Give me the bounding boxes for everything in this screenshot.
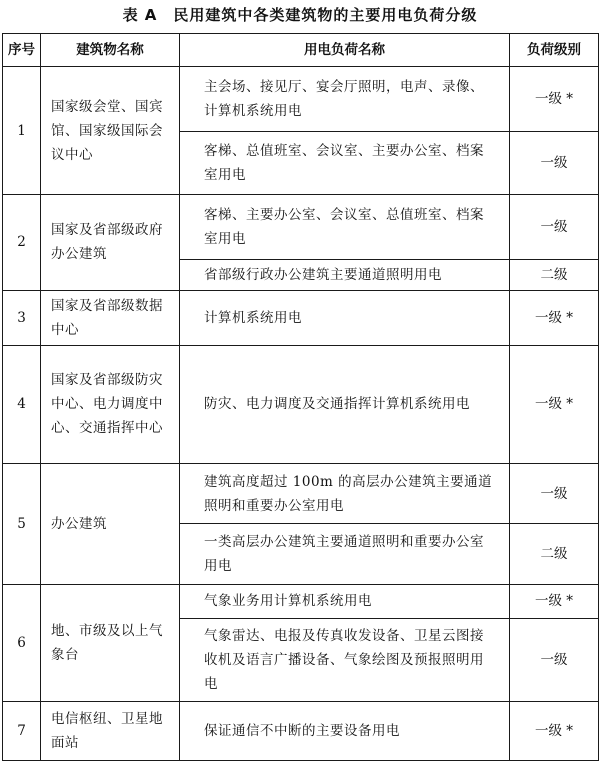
table-row <box>3 290 599 345</box>
building-name: 国家及省部级政府办公建筑 <box>41 195 180 290</box>
load-name: 客梯、主要办公室、会议室、总值班室、档案室用电 <box>180 195 510 259</box>
table-row <box>3 67 599 132</box>
header-building: 建筑物名称 <box>41 34 180 67</box>
header-row <box>3 34 599 67</box>
load-level: 一级 * <box>510 701 599 760</box>
building-name: 电信枢纽、卫星地面站 <box>41 701 180 760</box>
load-level: 一级 <box>510 195 599 259</box>
header-no: 序号 <box>3 34 41 67</box>
load-level: 二级 <box>510 524 599 585</box>
load-name: 气象业务用计算机系统用电 <box>180 585 510 618</box>
table-row <box>3 585 599 618</box>
load-level: 一级 * <box>510 67 599 132</box>
load-name: 气象雷达、电报及传真收发设备、卫星云图接收机及语言广播设备、气象绘图及预报照明用电 <box>180 618 510 701</box>
load-level: 一级 * <box>510 290 599 345</box>
load-classification-table <box>2 33 599 761</box>
load-level: 一级 * <box>510 585 599 618</box>
load-name: 省部级行政办公建筑主要通道照明用电 <box>180 259 510 290</box>
header-load: 用电负荷名称 <box>180 34 510 67</box>
load-name: 建筑高度超过 100m 的高层办公建筑主要通道照明和重要办公室用电 <box>180 464 510 524</box>
building-name: 国家及省部级数据中心 <box>41 290 180 345</box>
row-number: 5 <box>3 464 41 585</box>
row-number: 4 <box>3 345 41 463</box>
table-row <box>3 464 599 524</box>
load-level: 一级 <box>510 464 599 524</box>
building-name: 国家及省部级防灾中心、电力调度中心、交通指挥中心 <box>41 345 180 463</box>
table-row <box>3 345 599 463</box>
building-name: 国家级会堂、国宾馆、国家级国际会议中心 <box>41 67 180 195</box>
header-level: 负荷级别 <box>510 34 599 67</box>
load-name: 客梯、总值班室、会议室、主要办公室、档案室用电 <box>180 132 510 195</box>
row-number: 1 <box>3 67 41 195</box>
load-name: 一类高层办公建筑主要通道照明和重要办公室用电 <box>180 524 510 585</box>
table-row <box>3 701 599 760</box>
load-level: 一级 <box>510 132 599 195</box>
load-level: 一级 * <box>510 345 599 463</box>
load-name: 主会场、接见厅、宴会厅照明，电声、录像、计算机系统用电 <box>180 67 510 132</box>
row-number: 3 <box>3 290 41 345</box>
load-level: 一级 <box>510 618 599 701</box>
building-name: 地、市级及以上气象台 <box>41 585 180 701</box>
row-number: 6 <box>3 585 41 701</box>
load-name: 计算机系统用电 <box>180 290 510 345</box>
building-name: 办公建筑 <box>41 464 180 585</box>
load-name: 防灾、电力调度及交通指挥计算机系统用电 <box>180 345 510 463</box>
table-title: 表 A 民用建筑中各类建筑物的主要用电负荷分级 <box>122 6 478 24</box>
table-row <box>3 195 599 259</box>
row-number: 7 <box>3 701 41 760</box>
load-name: 保证通信不中断的主要设备用电 <box>180 701 510 760</box>
row-number: 2 <box>3 195 41 290</box>
load-level: 二级 <box>510 259 599 290</box>
